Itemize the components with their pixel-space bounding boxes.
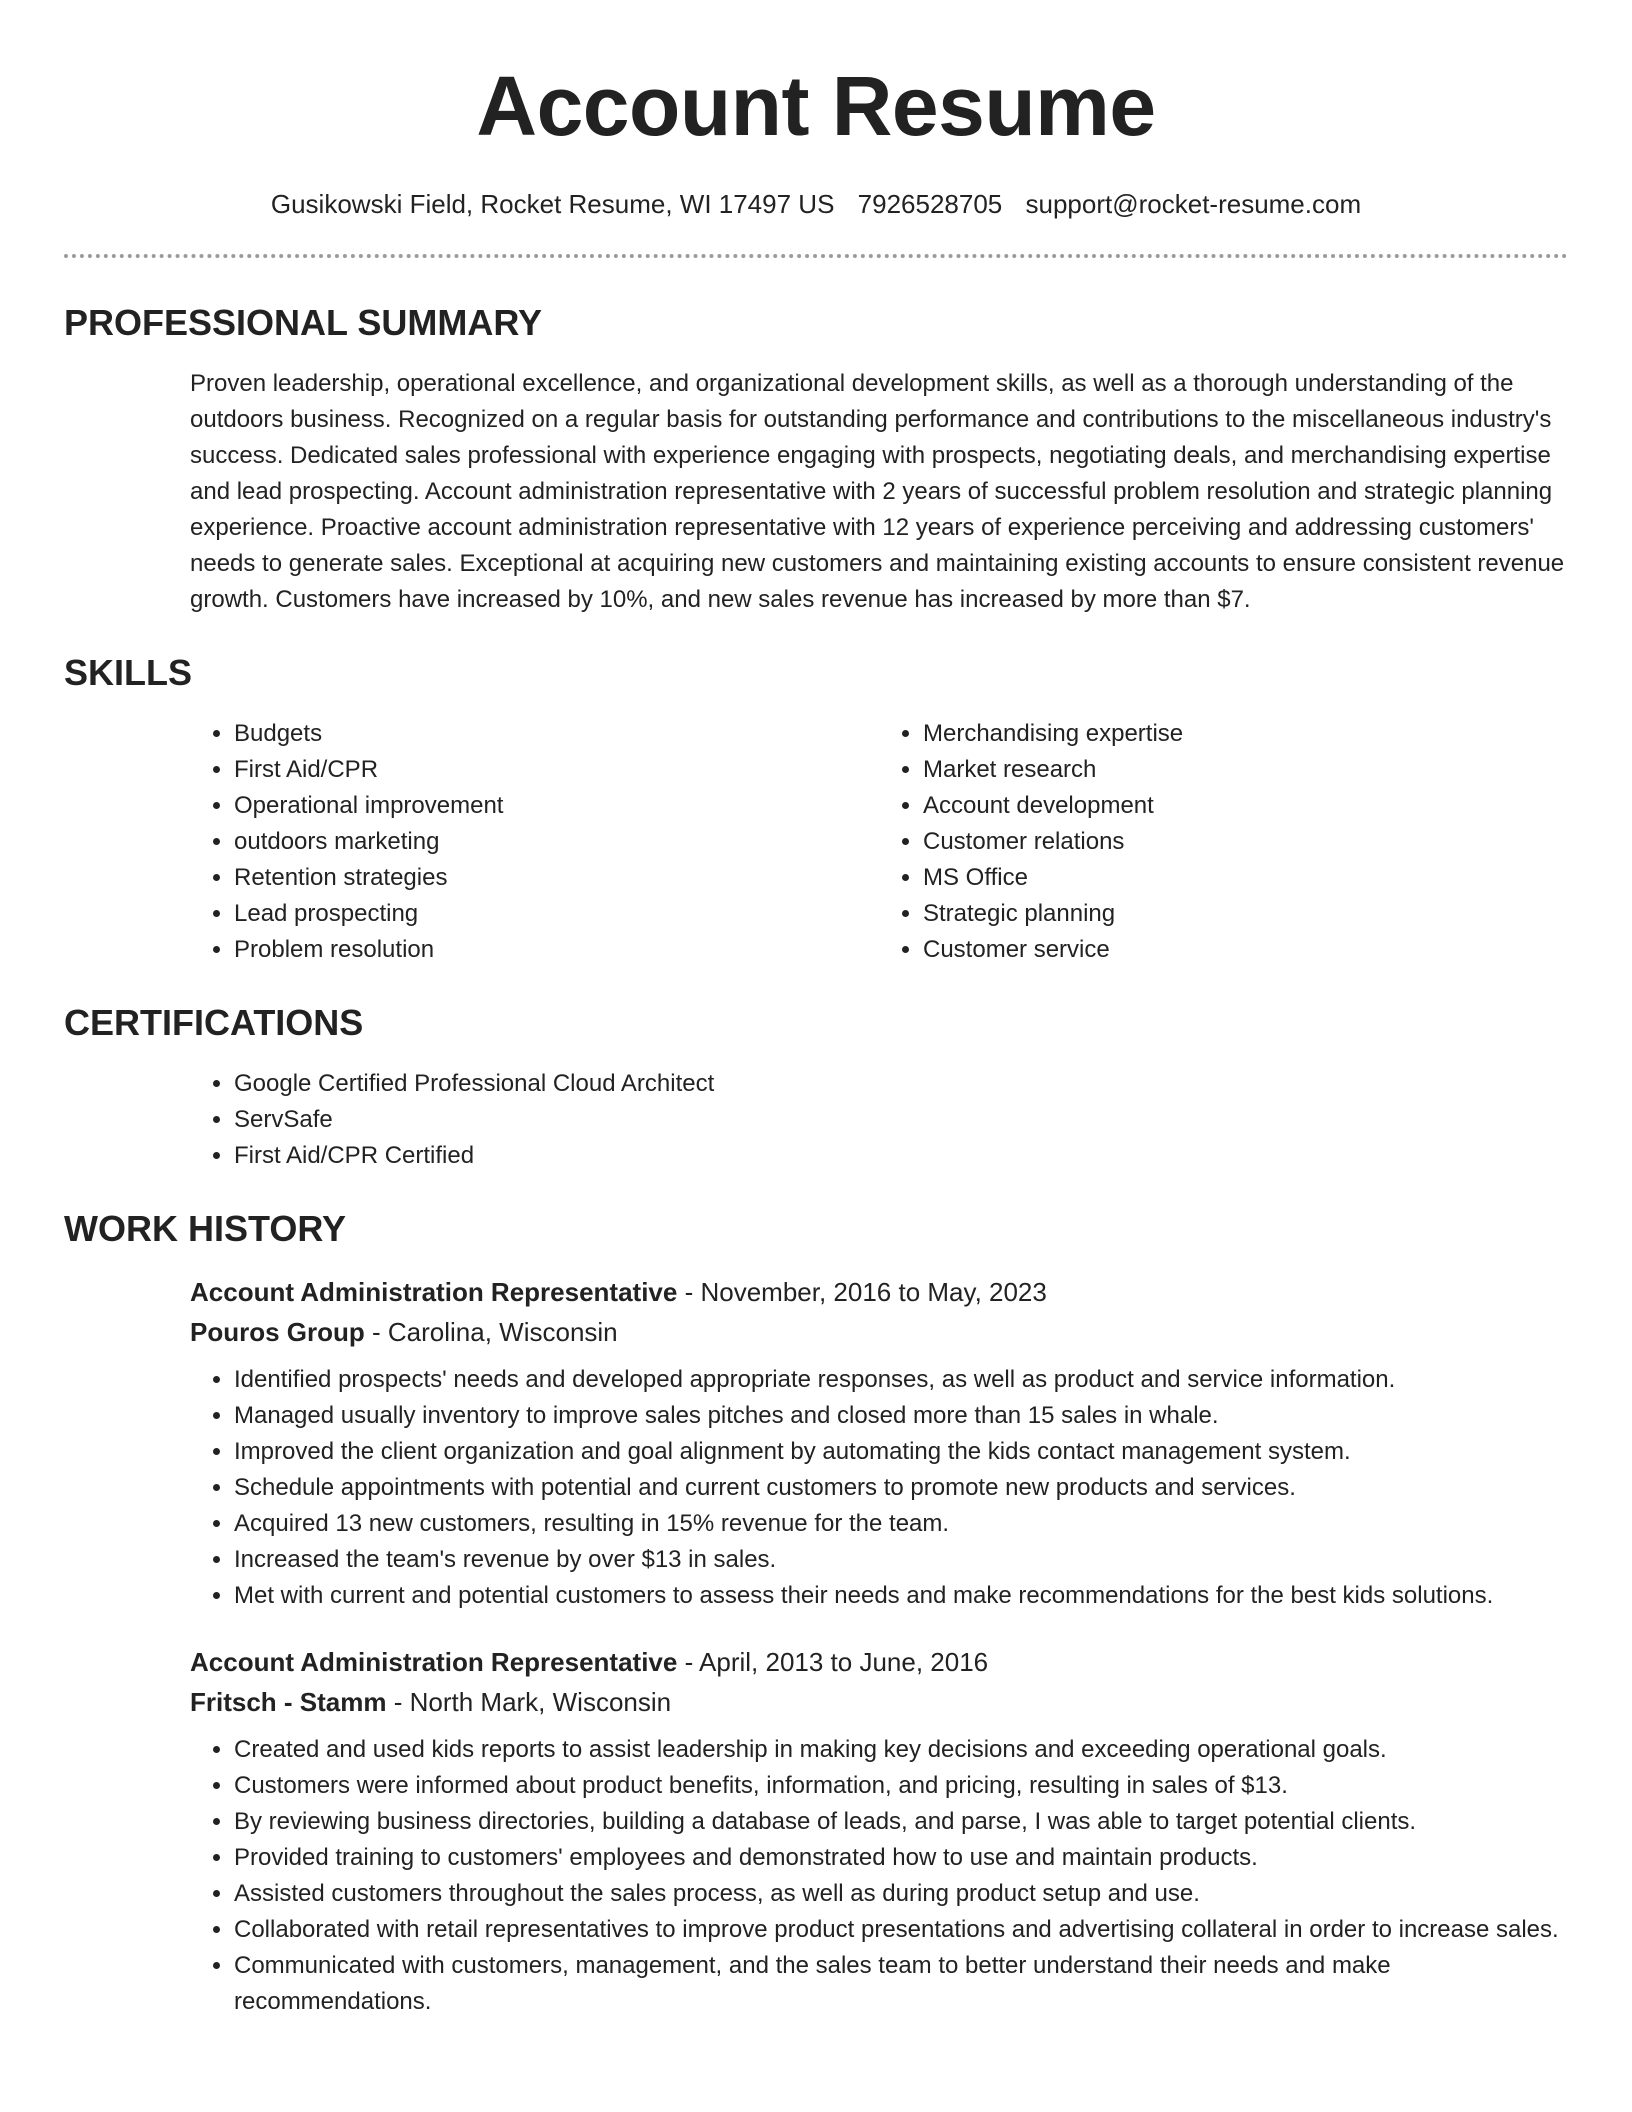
summary-section (64, 302, 1568, 618)
skills-columns (190, 716, 1568, 968)
certifications-list (190, 1066, 1568, 1174)
work-history-section (64, 1208, 1568, 2020)
job-role-line (190, 1272, 1568, 1312)
skills-heading: SKILLS (64, 652, 193, 693)
skill-item: • Lead prospecting (234, 896, 879, 932)
work-history-heading: WORK HISTORY (64, 1208, 347, 1249)
summary-heading: PROFESSIONAL SUMMARY (64, 302, 543, 343)
job-bullets (190, 1732, 1568, 2020)
job-bullet: • Increased the team's revenue by over $13 in sales. (234, 1542, 1568, 1578)
certifications-heading: CERTIFICATIONS (64, 1002, 364, 1043)
job-bullet: • Communicated with customers, management, and the sales team to better understand their needs and make recommendations. (234, 1948, 1568, 2020)
certification-item: • Google Certified Professional Cloud Architect (234, 1066, 1568, 1102)
resume-title: Account Resume (476, 59, 1156, 153)
phone: 7926528705 (857, 189, 1003, 219)
skill-item: • Strategic planning (923, 896, 1568, 932)
job-role: Account Administration Representative (190, 1647, 678, 1677)
job-dates: - April, 2013 to June, 2016 (677, 1647, 989, 1677)
contact-line (64, 188, 1568, 220)
job-bullet: • Customers were informed about product benefits, information, and pricing, resulting in sales of $13. (234, 1768, 1568, 1804)
job-bullet: • Assisted customers throughout the sales process, as well as during product setup and use. (234, 1876, 1568, 1912)
address: Gusikowski Field, Rocket Resume, WI 17497 US (270, 189, 835, 219)
summary-text: Proven leadership, operational excellence, and organizational development skills, as well as a thorough understanding of the outdoors business. Recognized on a regular basis for outstanding performance and contributions to the miscellaneous industry's success. Dedicated sales professional with experience engaging with prospects, negotiating deals, and merchandising expertise and lead prospecting. Account administration representative with 2 years of successful problem resolution and strategic planning experience. Proactive account administration representative with 12 years of experience perceiving and addressing customers' needs to generate sales. Exceptional at acquiring new customers and maintaining existing accounts to ensure consistent revenue growth. Customers have increased by 10%, and new sales revenue has increased by more than $7. (190, 370, 1565, 613)
job-bullet: • Provided training to customers' employees and demonstrated how to use and maintain products. (234, 1840, 1568, 1876)
skill-item: • Merchandising expertise (923, 716, 1568, 752)
job-bullet: • Schedule appointments with potential and current customers to promote new products and services. (234, 1470, 1568, 1506)
job-bullets (190, 1362, 1568, 1614)
job-bullet: • Collaborated with retail representatives to improve product presentations and advertising collateral in order to increase sales. (234, 1912, 1568, 1948)
job-company-line (190, 1312, 1568, 1352)
skill-item: • Customer relations (923, 824, 1568, 860)
job-bullet: • By reviewing business directories, building a database of leads, and parse, I was able to target potential clients. (234, 1804, 1568, 1840)
job-role-line (190, 1642, 1568, 1682)
skill-item: • Operational improvement (234, 788, 879, 824)
job-company: Fritsch - Stamm (190, 1687, 387, 1717)
skill-item: • Problem resolution (234, 932, 879, 968)
job-dates: - November, 2016 to May, 2023 (677, 1277, 1047, 1307)
job-location: - North Mark, Wisconsin (386, 1687, 672, 1717)
certifications-section (64, 1002, 1568, 1174)
skill-item: • Customer service (923, 932, 1568, 968)
job-entry (190, 1272, 1568, 1614)
job-company-line (190, 1682, 1568, 1722)
job-company: Pouros Group (190, 1317, 365, 1347)
skill-item: • Budgets (234, 716, 879, 752)
skill-item: • outdoors marketing (234, 824, 879, 860)
job-bullet: • Met with current and potential customers to assess their needs and make recommendations for the best kids solutions. (234, 1578, 1568, 1614)
skills-section (64, 652, 1568, 968)
skill-item: • Retention strategies (234, 860, 879, 896)
job-role: Account Administration Representative (190, 1277, 678, 1307)
skill-item: • MS Office (923, 860, 1568, 896)
header-divider (64, 254, 1568, 258)
job-bullet: • Improved the client organization and goal alignment by automating the kids contact management system. (234, 1434, 1568, 1470)
job-bullet: • Managed usually inventory to improve sales pitches and closed more than 15 sales in whale. (234, 1398, 1568, 1434)
skills-right-list (879, 716, 1568, 968)
skill-item: • Market research (923, 752, 1568, 788)
certification-item: • ServSafe (234, 1102, 1568, 1138)
skill-item: • First Aid/CPR (234, 752, 879, 788)
job-bullet: • Acquired 13 new customers, resulting in 15% revenue for the team. (234, 1506, 1568, 1542)
skills-left-list (190, 716, 879, 968)
job-entry (190, 1642, 1568, 2020)
skill-item: • Account development (923, 788, 1568, 824)
certification-item: • First Aid/CPR Certified (234, 1138, 1568, 1174)
job-bullet: • Created and used kids reports to assist leadership in making key decisions and exceeding operational goals. (234, 1732, 1568, 1768)
job-location: - Carolina, Wisconsin (364, 1317, 618, 1347)
email: support@rocket-resume.com (1025, 189, 1362, 219)
job-bullet: • Identified prospects' needs and developed appropriate responses, as well as product and service information. (234, 1362, 1568, 1398)
